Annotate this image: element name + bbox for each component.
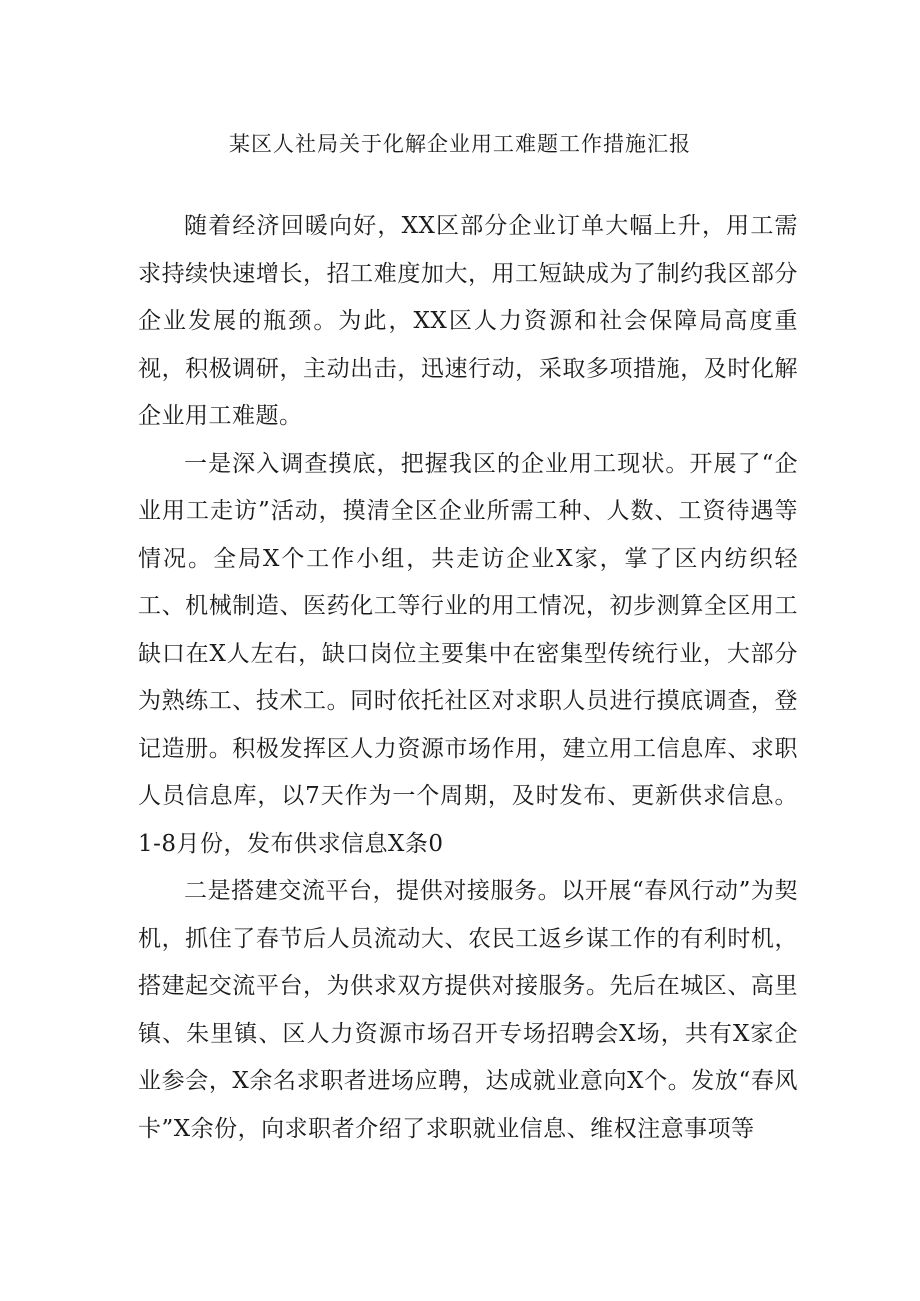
paragraph-survey: 一是深入调查摸底，把握我区的企业用工现状。开展了“企业用工走访”活动，摸清全区企业所需工种、人数、工资待遇等情况。全局X个工作小组，共走访企业X家，掌了区内纺织轻工、机械制造、医药化工等行业的用工情况，初步测算全区用工缺口在X人左右，缺口岗位主要集中在密集型传统行业，大部分为熟练工、技术工。同时依托社区对求职人员进行摸底调查，登记造册。积极发挥区人力资源市场作用，建立用工信息库、求职人员信息库，以7天作为一个周期，及时发布、更新供求信息。1-8月份，发布供求信息X条0 [138,450,798,857]
document-title: 某区人社局关于化解企业用工难题工作措施汇报 [229,132,691,156]
paragraph-platform: 二是搭建交流平台，提供对接服务。以开展“春风行动”为契机，抓住了春节后人员流动大、农民工返乡谋工作的有利时机，搭建起交流平台，为供求双方提供对接服务。先后在城区、高里镇、朱里镇、区人力资源市场召开专场招聘会X场，共有X家企业参会，X余名求职者进场应聘，达成就业意向X个。发放“春风卡”X余份，向求职者介绍了求职就业信息、维权注意事项等 [138,878,798,1142]
paragraph-intro: 随着经济回暖向好，XX区部分企业订单大幅上升，用工需求持续快速增长，招工难度加大，用工短缺成为了制约我区部分企业发展的瓶颈。为此，XX区人力资源和社会保障局高度重视，积极调研，主动出击，迅速行动，采取多项措施，及时化解企业用工难题。 [138,213,798,429]
document-body [138,203,798,1153]
